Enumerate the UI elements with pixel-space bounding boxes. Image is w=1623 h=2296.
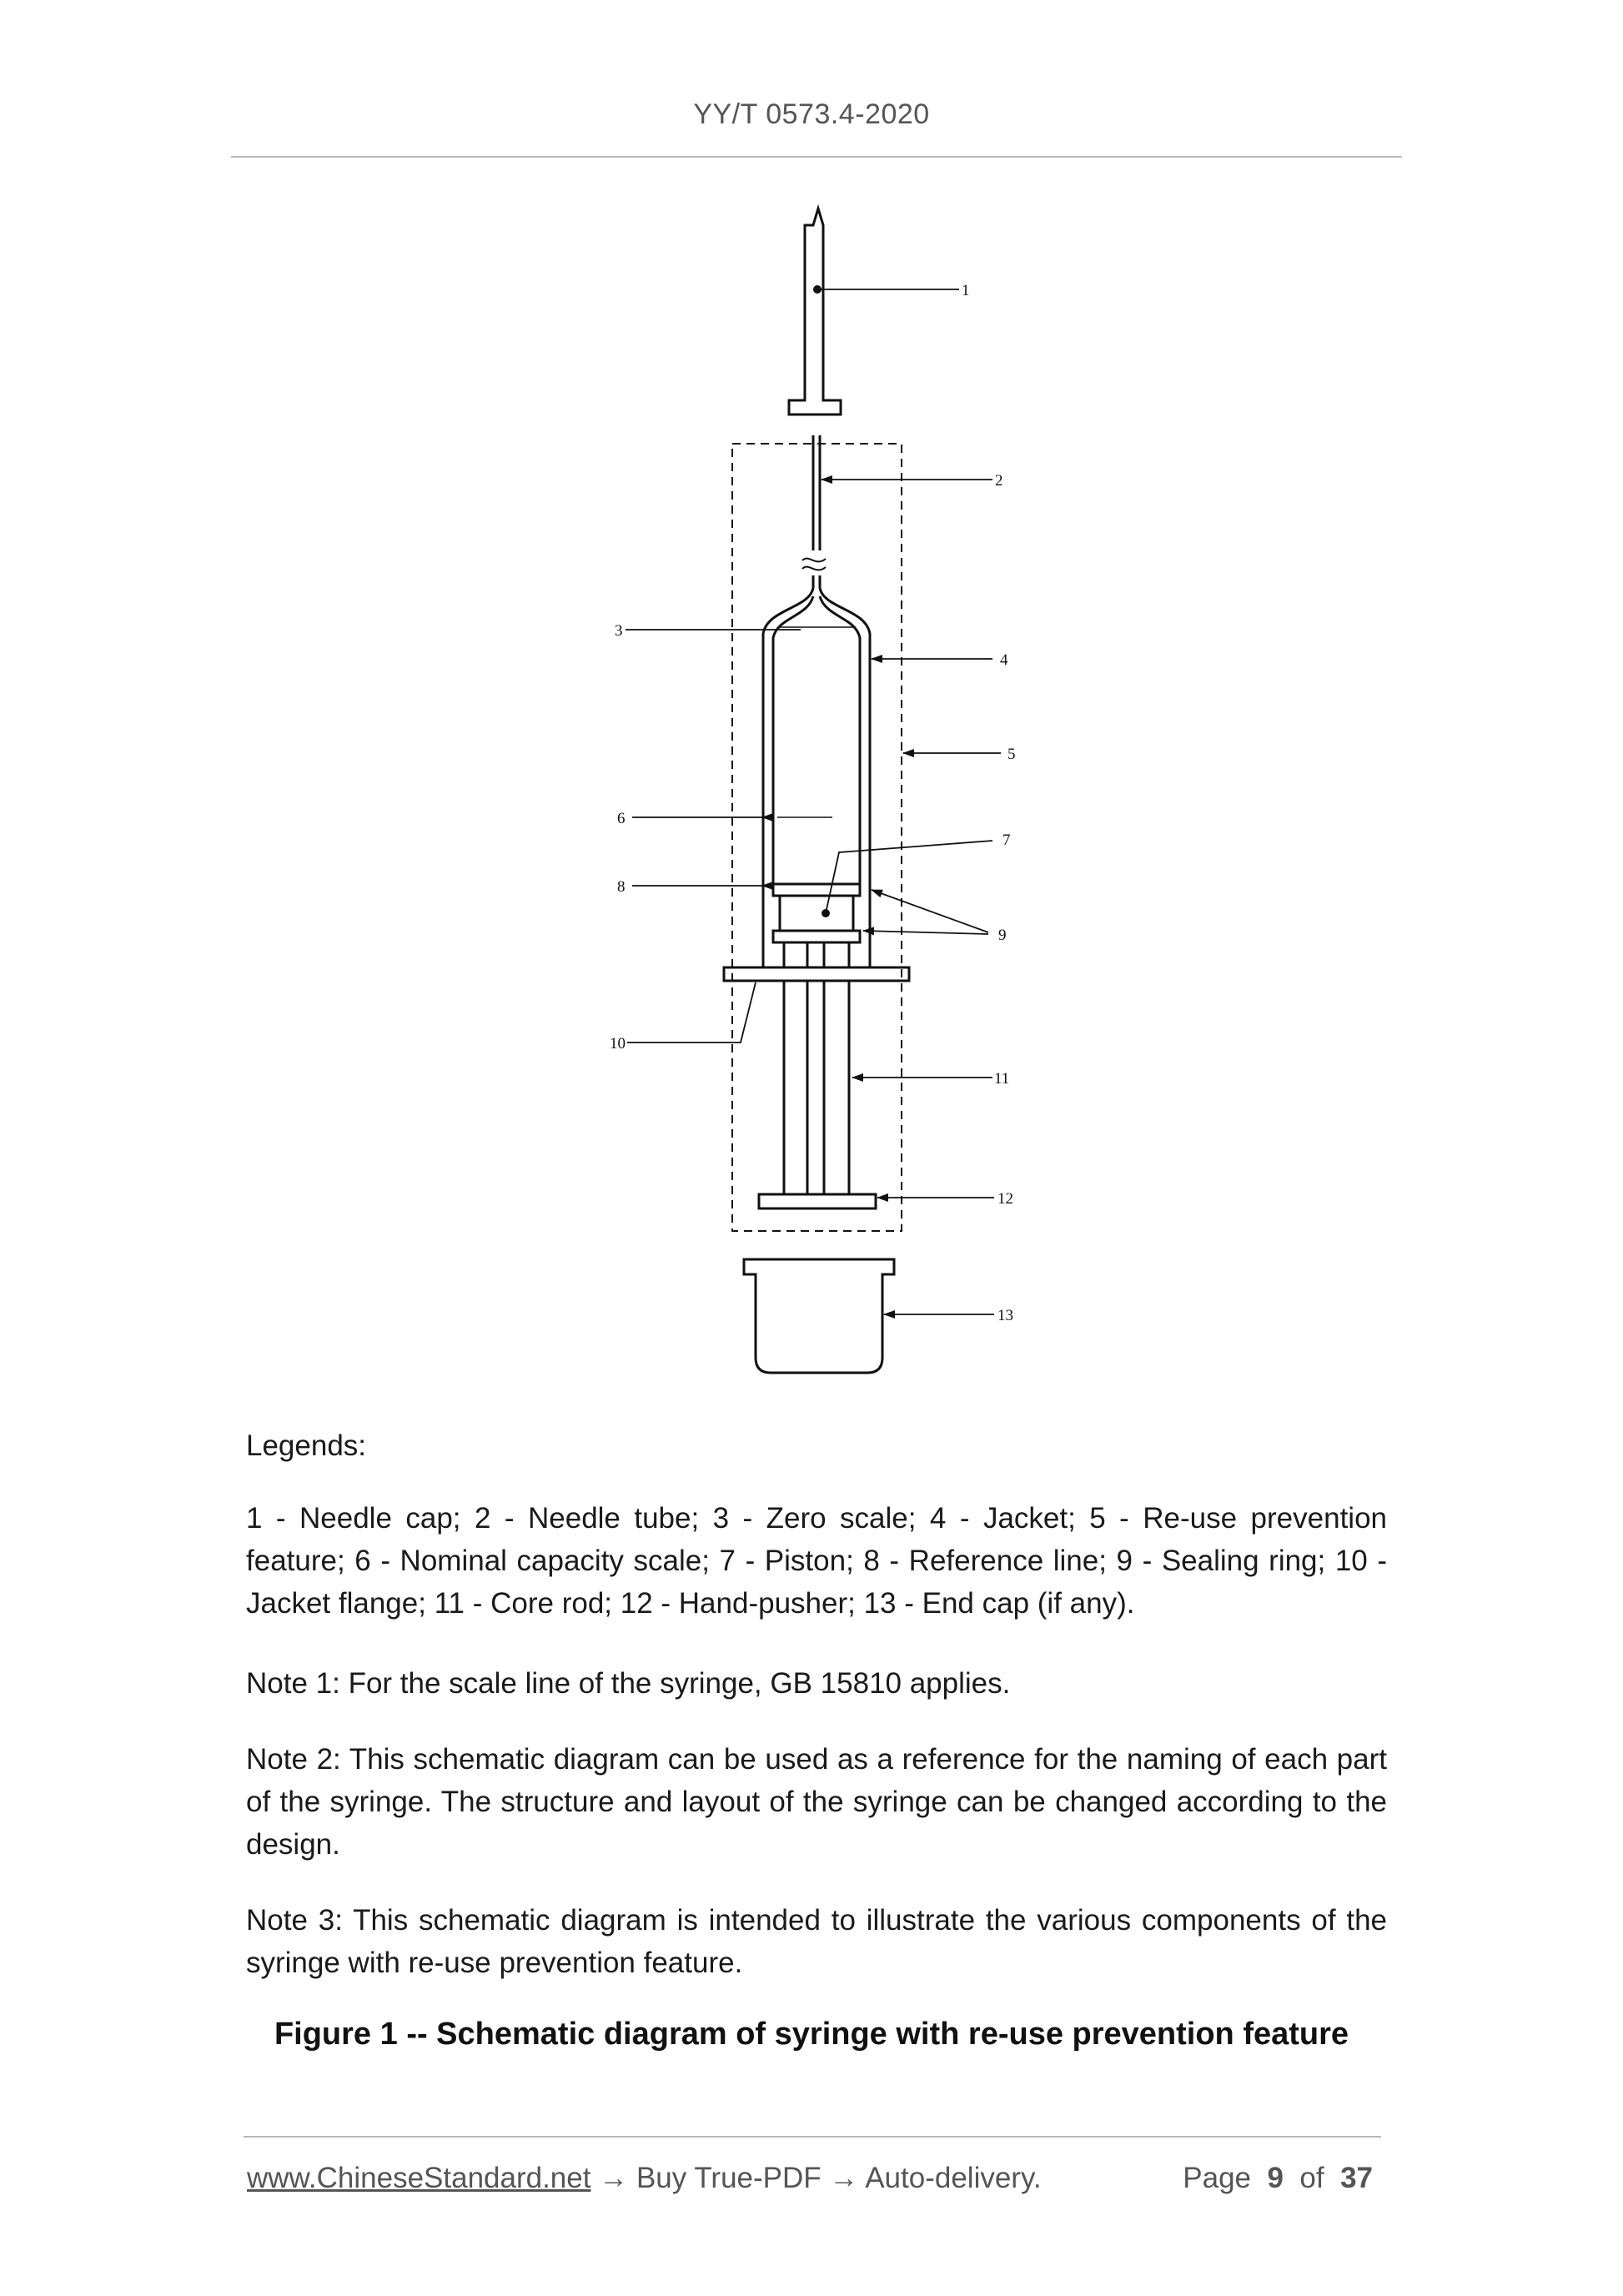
note-2: Note 2: This schematic diagram can be used as a reference for the naming of each part of the syringe. The structure and layout of the syringe can be changed according to the design. xyxy=(246,1743,1387,1861)
note-3: Note 3: This schematic diagram is intended to illustrate the various components of the syringe with re-use prevention feature. xyxy=(246,1904,1387,1979)
jacket-flange xyxy=(724,967,909,981)
legend-body: 1 - Needle cap; 2 - Needle tube; 3 - Zero scale; 4 - Jacket; 5 - Re-use prevention feature; 6 - Nominal capacity scale; 7 - Piston; 8 - Reference line; 9 - Sealing ring; 10 - Jacket flange; 11 - Core rod; 12 - Hand-pusher; 13 - End cap (if any). xyxy=(246,1502,1387,1620)
barrel-outer xyxy=(763,588,813,967)
note-1: Note 1: For the scale line of the syringe, GB 15810 applies. xyxy=(246,1667,1011,1700)
page-current: 9 xyxy=(1267,2162,1284,2194)
callout-3: 3 xyxy=(615,622,623,640)
callout-4: 4 xyxy=(1000,651,1008,669)
hand-pusher xyxy=(759,1194,876,1208)
callout-13: 13 xyxy=(997,1307,1013,1324)
website-link[interactable]: www.ChineseStandard.net xyxy=(247,2162,591,2194)
footer-promo xyxy=(247,2162,1042,2195)
page-label: Page xyxy=(1183,2162,1252,2194)
callout-2: 2 xyxy=(995,472,1003,490)
figure-caption: Figure 1 -- Schematic diagram of syringe with re-use prevention feature xyxy=(274,2017,1349,2052)
sealing-ring-bottom xyxy=(773,931,860,942)
delivery-text: Auto-delivery. xyxy=(865,2162,1042,2194)
callout-10: 10 xyxy=(610,1035,626,1053)
callout-11: 11 xyxy=(994,1070,1010,1088)
page-total: 37 xyxy=(1340,2162,1373,2194)
callout-7: 7 xyxy=(1002,831,1011,849)
buy-text: Buy True-PDF xyxy=(636,2162,822,2194)
footer-divider xyxy=(244,2136,1381,2138)
callout-12: 12 xyxy=(997,1190,1013,1208)
callout-5: 5 xyxy=(1007,746,1016,763)
sealing-ring-top xyxy=(773,884,860,896)
callout-1: 1 xyxy=(962,282,970,299)
piston-body xyxy=(780,896,853,931)
end-cap-shape xyxy=(744,1259,894,1373)
needle-cap-shape xyxy=(789,208,841,414)
barrel-inner xyxy=(773,596,813,884)
callout-8: 8 xyxy=(617,878,626,896)
legend-title: Legends: xyxy=(246,1429,367,1462)
page-header: YY/T 0573.4-2020 xyxy=(693,98,930,130)
page-number xyxy=(1183,2162,1373,2195)
callout-6: 6 xyxy=(617,810,626,827)
arrow-right-icon: → xyxy=(599,2162,629,2194)
callout-9: 9 xyxy=(998,927,1007,944)
page-of-label: of xyxy=(1299,2162,1324,2194)
arrow-right-icon: → xyxy=(829,2162,859,2194)
